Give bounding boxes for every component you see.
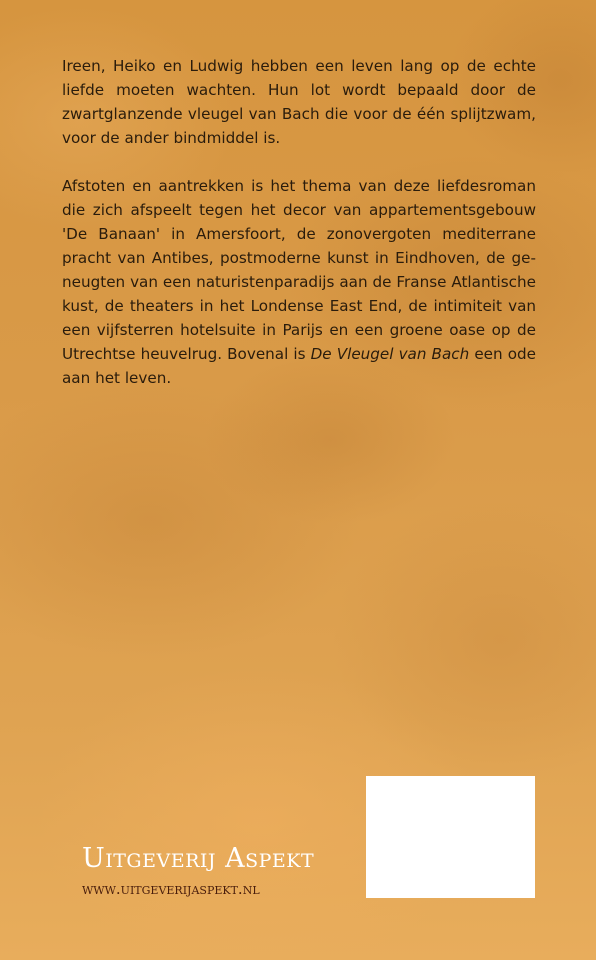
blurb-paragraph-2 <box>62 174 536 390</box>
barcode-placeholder <box>366 776 535 898</box>
blurb-paragraph-2-tail: een ode aan het leven. <box>62 345 536 387</box>
blurb-text <box>62 54 536 414</box>
blurb-paragraph-1: Ireen, Heiko en Ludwig hebben een leven lang op de echte liefde moeten wachten. Hun lot wordt bepaald door de zwartglanzende vleugel van Bach die voor de één splijtzwam, voor de ander bindmiddel is. <box>62 57 536 147</box>
publisher-name: Uitgeverij Aspekt <box>82 843 315 874</box>
publisher-website: www.uitgeverijaspekt.nl <box>82 880 260 898</box>
blurb-paragraph-2-lead: Afstoten en aantrekken is het thema van deze liefdesroman die zich afspeelt tegen het decor van appartementsgebouw 'De Banaan' in Amersfoort, de zonovergoten mediterrane pracht van Antibes, postmoderne kunst in Eindhoven, de geneugten van een naturistenparadijs aan de Franse Atlantische kust, de theaters in het Londense East End, de intimiteit van een vijfsterren hotelsuite in Parijs en een groene oase op de Utrechtse heuvelrug. Bovenal is <box>62 177 536 363</box>
book-title: De Vleugel van Bach <box>310 345 470 363</box>
